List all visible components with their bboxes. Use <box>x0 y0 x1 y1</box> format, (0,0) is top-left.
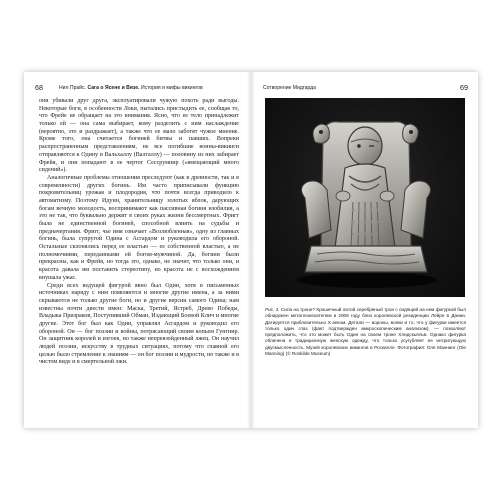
running-head-book-title: Сага о Ясене и Вязе. <box>87 84 140 91</box>
silver-throne-figurine-icon <box>265 98 465 297</box>
left-page-number: 68 <box>35 83 43 92</box>
paragraph-2: Аналогичные проблемы отношения преследуют (как в древности, так и в современности) других богинь. Им часто приписывали функцию покровительниц урожая и плодородия, что почти всегда приводило к автоматизму. Поэтому Идунн, хранительницу золотых яблок, дарующих богам вечную молодость, воспринимают как пассивная богиня изобилия, а это не так, что буквально держит в своих руках жизни бессмертных. Фригг была не единственной богиней, способной влиять на судьбы и предначертания. Фригг, чье имя означает «Возлюбленная», одну из главных богинь, была супругой Одина с Асгардом и руководила его обороной. Остальные склонялись перед ее властью — ее собственной властью, а не полномочиями, переданными ей богом-мужчиной. Да, богини были прекрасны, как и Фрейя, но тогда это, однако, не значит, что только они, и красота давала им поставить стереотипу, но красота не с восхождением внушала ужас. <box>39 174 239 281</box>
caption-text: Сила на троне? Крошечный литой серебряный трон с сидящей на нем фигуркой был обнаружен металлоискателем в 2009 году близ королевской резиденции Лейре в Дании. Датируется приблизительно X веком. Детали — вороны, волки и то, что у фигурки имеется только один глаз (факт подтвержден микроскопическим анализом), — позволяют предположить, что это может быть Один на своем троне Хлидскьяльв. Однако фигурка облачена в традиционную женскую одежду, что только усугубляет ее интригующую двусмысленность. Музей королевских викингов в Роскилле. Фотография: Оле Маннинг (Ole Manning) (© Roskilde Museum) <box>265 307 466 356</box>
paragraph-1: они убивали друг друга, эксплуатировали чужую похоть ради выгоды. Некоторые боги, в особенности Локи, пытались пристыдить ее, сообщая то, что Фрейе не обращает на это внимания. Ясно, что ее тело принадлежит только ей — она сама выбирает, кому разделить с ним наслаждение (вероятно, это и раздражает), а также что ее мало заботят чужое мнение. Кроме того, она считается богиней битвы и павших. Вопреки распространенным представлениям, не все погибшие воины-викинги отправляются к Одину в Вальхаллу (Валгаллу) — половину из них забирает Фрейя, и они попадают в ее чертог Сессрумнир («вмещающий много сидений»). <box>39 98 239 174</box>
figure-photo <box>265 98 465 297</box>
running-head-subtitle: История и мифы викингов <box>140 84 203 91</box>
left-page <box>24 72 251 428</box>
figure-caption <box>265 307 466 357</box>
right-page <box>251 72 478 428</box>
right-running-head <box>263 83 468 92</box>
book-gutter <box>247 72 255 428</box>
caption-label: Рис. 3. <box>265 307 280 312</box>
right-running-head-text: Сотворение Мидгарда <box>263 84 316 91</box>
book-spread <box>24 72 478 428</box>
right-page-number: 69 <box>460 83 468 92</box>
left-running-head-text <box>59 85 203 91</box>
running-head-author: Нил Прайс. <box>59 84 87 91</box>
left-body-text <box>39 98 239 367</box>
left-running-head <box>35 83 240 92</box>
paragraph-3: Среди всех ведущей фигурой явно был Один, хотя в письменных источниках наряду с ним появляются и многие другие имена, а за ними скрываются не только другие боги, но и другие версии самого Одина; нам известны почти двести имен: Маска, Третий, Ястреб, Древо Победы, Владыка Призраков, Поступивший Обман, Издающий Боевой Клич и многие другие. Этот бог был как Один, управлял Асгардом и руководил его обороной. Он — бог поэзии и войны, потрясающий своим копьем Гунгнир. Он защитник королей и изгоев, но также непревзойденный лжец. Он научил людей поэзии, искусству в трудных ситуациях, потому что главной его целью было стремление к знаниям — он бог поэзии и мудрости, но также и в чистом виде и в смертельной лжи. <box>39 282 239 366</box>
